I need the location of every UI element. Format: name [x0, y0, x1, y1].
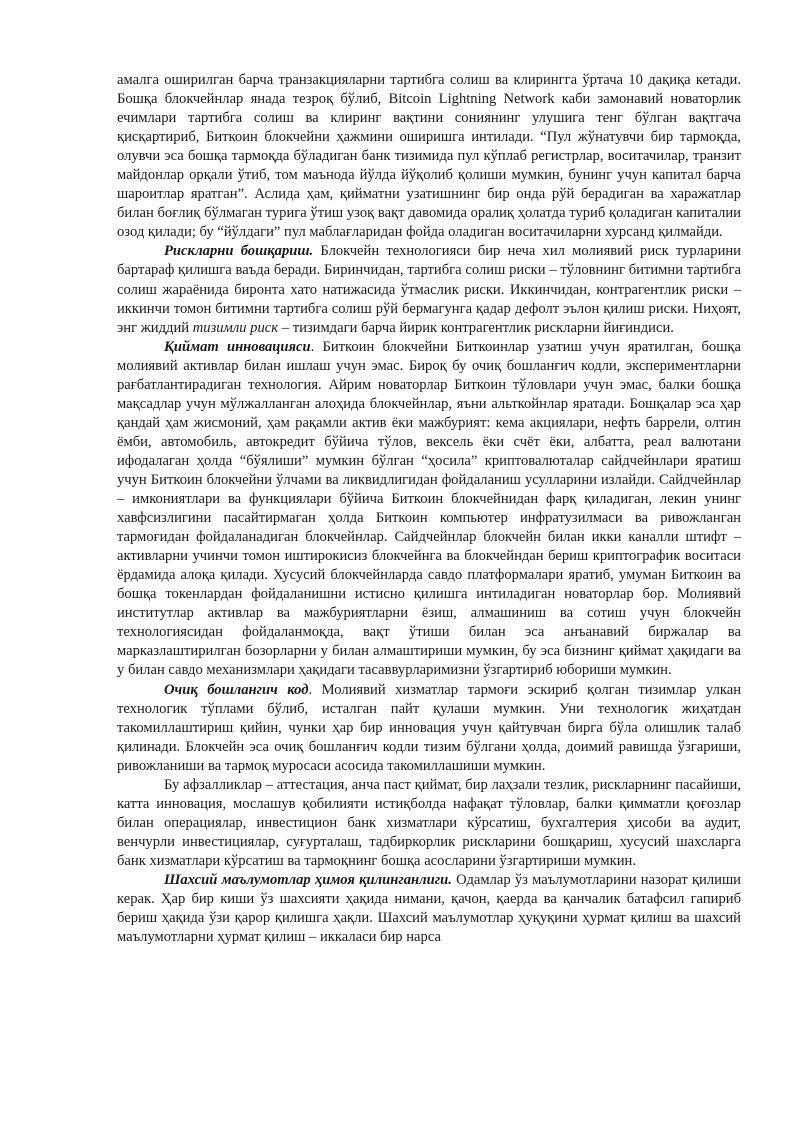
- paragraph-text: амалга оширилган барча транзакцияларни тартибга солиш ва клирингга ўртача 10 дақиқа кетади. Бошқа блокчейнлар янада тезроқ бўлиб, Bitcoin Lightning Network каби замонавий новаторлик ечимлари тартибга солиш ва клиринг вақтини сониянинг улушига тенг бўлган вақтгача қисқартириб, Биткоин блокчейни ҳажмини оширишга интилади. “Пул жўнатувчи бир тармоқда, олувчи эса бошқа тармоқда бўладиган банк тизимида пул кўплаб регистрлар, воситачилар, транзит майдонлар орқали ўтиб, том маънода йўлда йўқолиб қолиши мумкин, бунинг учун капитал барча шароитлар яратган”. Аслида ҳам, қийматни узатишнинг бир онда рўй берадиган ва харажатлар билан боғлиқ бўлмаган турига ўтиш узоқ вақт давомида оралиқ ҳолатда туриб қоладиган капиталии озод қилади; бу “йўлдаги” пул маблағларидан фойда оладиган воситачиларни хурсанд қилмайди.: [117, 72, 741, 241]
- paragraph-text: Бу афзалликлар – аттестация, анча паст қиймат, бир лаҳзали тезлик, рискларнинг пасайиши, катта инновация, мослашув қобилияти истиқболда нафақат тўловлар, балки қимматли қоғозлар билан операциялар, инвестицион банк хизматлари кўрсатиш, бухгалтерия ҳисоби ва аудит, венчурли инвестициялар, суғурталаш, тадбиркорлик рискларини бошқариш, хусусий шахсларга банк хизматлари кўрсатиш ва тармоқнинг бошқа асосларини ўзгартириши мумкин.: [117, 776, 741, 869]
- paragraph-text: Одамлар ўз маълумотларини назорат қилиши керак. Ҳар бир киши ўз шахсияти ҳақида нимани, қачон, қаерда ва қанчалик батафсил гапириб бериш ҳақида ўзи қарор қилишга ҳақли. Шахсий маълумотлар ҳуқуқини ҳурмат қилиш ва шахсий маълумотларни ҳурмат қилиш – иккаласи бир нарса: [117, 871, 741, 946]
- paragraph-settlement-time: [117, 71, 741, 242]
- section-heading-personal-data: Шахсий маълумотлар ҳимоя қилинганлиги.: [164, 871, 452, 888]
- section-heading-value-innovation: Қиймат инновацияси: [164, 338, 311, 355]
- paragraph-personal-data: [117, 871, 741, 947]
- emphasis-systemic-risk: тизимли риск: [192, 319, 279, 336]
- section-heading-risk-management: Рискларни бошқариш.: [164, 243, 314, 260]
- document-page: [117, 71, 741, 947]
- paragraph-advantages: [117, 776, 741, 871]
- paragraph-risk-management: [117, 242, 741, 337]
- paragraph-text: . Молиявий хизматлар тармоғи эскириб қолган тизимлар улкан технологик тўплами бўлиб, исталган пайт қулаши мумкин. Уни технологик жиҳатдан такомиллаштириш қийин, чунки ҳар бир инновация учун қайтувчан бирга бўла олишлик талаб қилинади. Блокчейн эса очиқ бошланғич кодли тизим бўлгани ҳолда, доимий равишда ўзгариши, ривожланиши ва тармоқ муросаси асосида такомиллашиши мумкин.: [117, 681, 742, 774]
- paragraph-open-source: [117, 681, 741, 776]
- paragraph-text: Блокчейн технологияси бир неча хил молиявий риск турларини бартараф қилишга ваъда беради. Биринчидан, тартибга солиш риски – тўловнинг битимни тартибга солиш жараёнида биронта хато натижасида ўтмаслик риски. Иккинчидан, контрагентлик риски – иккинчи томон битимни тартибга солиш рўй бермагунга қадар дефолт эълон қилиш риски. Ниҳоят, энг жиддий: [117, 243, 741, 336]
- paragraph-text: – тизимдаги барча йирик контрагентлик рискларни йиғиндиси.: [278, 319, 674, 336]
- paragraph-value-innovation: [117, 338, 741, 681]
- paragraph-text: . Биткоин блокчейни Биткоинлар узатиш учун яратилган, бошқа молиявий активлар билан ишлаш учун эмас. Бироқ бу очиқ бошланғич кодли, экспериментларни рағбатлантирадиган технология. Айрим новаторлар Биткоин тўловлари учун эмас, балки бошқа мақсадлар учун мўлжалланган алоҳида блокчейнлар, яъни альткойнлар яратади. Бошқалар эса ҳар қандай ҳам жисмоний, ҳам рақамли актив ёки мажбурият: кема акциялари, нефть баррели, олтин ёмби, автомобиль, автокредит бўйича тўлов, вексель ёки счёт ёки, албатта, реал валютани ифодалаган ҳолда “бўялиши” мумкин бўлган “ҳосила” криптовалюталар сайдчейнлари яратиш учун Биткоин блокчейни ўлчами ва ликвидлигидан фойдаланиш усулларини излайди. Сайдчейнлар – имкониятлари ва функциялари бўйича Биткоин блокчейнидан фарқ қиладиган, лекин унинг хавфсизлигини пасайтирмаган ҳолда Биткоин компьютер инфратузилмаси ва ривожланган тармоғидан фойдаланадиган блокчейнлар. Сайдчейнлар блокчейн билан икки каналли штифт – активларни учинчи томон иштирокисиз блокчейнга ва блокчейндан бериш криптографик воситаси ёрдамида алоқа қилади. Хусусий блокчейнларда савдо платформалари яратиб, умуман Биткоин ва бошқа токенлардан фойдаланишни истисно қилишга интиладиган новаторлар бор. Молиявий институтлар активлар ва мажбуриятларни ёзиш, алмашиниш ва сотиш учун блокчейн технологиясидан фойдаланмоқда, вақт ўтиши билан эса анъанавий биржалар ва марказлаштирилган бозорларни у билан алмаштириши мумкин, бу эса бизнинг қиймат ҳақидаги ва у билан савдо механизмлари ҳақидаги тасаввурларимизни ўзгартириб юбориши мумкин.: [117, 338, 741, 679]
- section-heading-open-source: Очиқ бошлангич код: [164, 681, 309, 698]
